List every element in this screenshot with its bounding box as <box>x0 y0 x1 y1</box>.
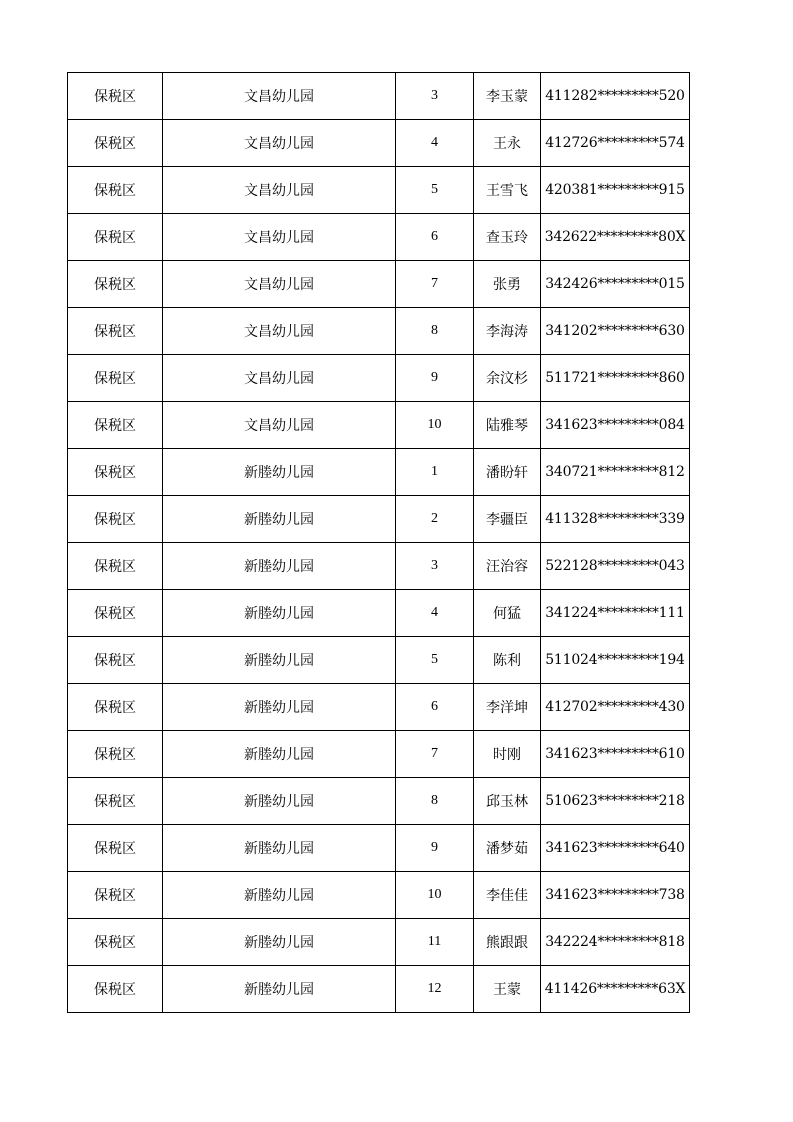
district-cell: 保税区 <box>68 214 163 261</box>
id-number-cell: 341623*********084 <box>541 402 690 449</box>
table-row <box>68 496 690 543</box>
id-number-cell: 412702*********430 <box>541 684 690 731</box>
id-number-cell: 341224*********111 <box>541 590 690 637</box>
district-cell: 保税区 <box>68 731 163 778</box>
person-name-cell: 时刚 <box>474 731 541 778</box>
table-row <box>68 120 690 167</box>
table-row <box>68 825 690 872</box>
sequence-cell: 8 <box>396 778 474 825</box>
sequence-cell: 2 <box>396 496 474 543</box>
school-cell: 文昌幼儿园 <box>163 261 396 308</box>
sequence-cell: 4 <box>396 590 474 637</box>
id-number-cell: 411328*********339 <box>541 496 690 543</box>
id-number-cell: 341623*********640 <box>541 825 690 872</box>
district-cell: 保税区 <box>68 496 163 543</box>
sequence-cell: 4 <box>396 120 474 167</box>
school-cell: 新塍幼儿园 <box>163 496 396 543</box>
school-cell: 文昌幼儿园 <box>163 402 396 449</box>
table-row <box>68 261 690 308</box>
id-number-cell: 412726*********574 <box>541 120 690 167</box>
roster-body <box>68 73 690 1013</box>
sequence-cell: 5 <box>396 167 474 214</box>
district-cell: 保税区 <box>68 590 163 637</box>
person-name-cell: 何猛 <box>474 590 541 637</box>
id-number-cell: 411282*********520 <box>541 73 690 120</box>
person-name-cell: 查玉玲 <box>474 214 541 261</box>
table-row <box>68 731 690 778</box>
person-name-cell: 余汶杉 <box>474 355 541 402</box>
district-cell: 保税区 <box>68 637 163 684</box>
person-name-cell: 李海涛 <box>474 308 541 355</box>
person-name-cell: 张勇 <box>474 261 541 308</box>
table-row <box>68 590 690 637</box>
id-number-cell: 522128*********043 <box>541 543 690 590</box>
school-cell: 文昌幼儿园 <box>163 214 396 261</box>
table-row <box>68 919 690 966</box>
person-name-cell: 李洋坤 <box>474 684 541 731</box>
person-name-cell: 陆雅琴 <box>474 402 541 449</box>
school-cell: 新塍幼儿园 <box>163 872 396 919</box>
district-cell: 保税区 <box>68 449 163 496</box>
district-cell: 保税区 <box>68 825 163 872</box>
table-row <box>68 637 690 684</box>
id-number-cell: 511024*********194 <box>541 637 690 684</box>
district-cell: 保税区 <box>68 73 163 120</box>
table-row <box>68 355 690 402</box>
id-number-cell: 342224*********818 <box>541 919 690 966</box>
person-name-cell: 王蒙 <box>474 966 541 1013</box>
table-row <box>68 966 690 1013</box>
id-number-cell: 411426*********63X <box>541 966 690 1013</box>
id-number-cell: 341623*********610 <box>541 731 690 778</box>
district-cell: 保税区 <box>68 966 163 1013</box>
id-number-cell: 342426*********015 <box>541 261 690 308</box>
person-name-cell: 陈利 <box>474 637 541 684</box>
id-number-cell: 340721*********812 <box>541 449 690 496</box>
school-cell: 文昌幼儿园 <box>163 167 396 214</box>
district-cell: 保税区 <box>68 919 163 966</box>
school-cell: 新塍幼儿园 <box>163 449 396 496</box>
school-cell: 新塍幼儿园 <box>163 731 396 778</box>
school-cell: 新塍幼儿园 <box>163 637 396 684</box>
table-row <box>68 543 690 590</box>
district-cell: 保税区 <box>68 543 163 590</box>
person-name-cell: 邱玉林 <box>474 778 541 825</box>
district-cell: 保税区 <box>68 355 163 402</box>
school-cell: 文昌幼儿园 <box>163 355 396 402</box>
school-cell: 文昌幼儿园 <box>163 73 396 120</box>
school-cell: 新塍幼儿园 <box>163 684 396 731</box>
school-cell: 新塍幼儿园 <box>163 966 396 1013</box>
id-number-cell: 420381*********915 <box>541 167 690 214</box>
school-cell: 新塍幼儿园 <box>163 919 396 966</box>
table-row <box>68 214 690 261</box>
roster-table <box>67 72 690 1013</box>
district-cell: 保税区 <box>68 308 163 355</box>
id-number-cell: 342622*********80X <box>541 214 690 261</box>
person-name-cell: 王永 <box>474 120 541 167</box>
person-name-cell: 李疆臣 <box>474 496 541 543</box>
person-name-cell: 潘梦茹 <box>474 825 541 872</box>
district-cell: 保税区 <box>68 684 163 731</box>
district-cell: 保税区 <box>68 402 163 449</box>
sequence-cell: 12 <box>396 966 474 1013</box>
id-number-cell: 341202*********630 <box>541 308 690 355</box>
district-cell: 保税区 <box>68 872 163 919</box>
sequence-cell: 10 <box>396 402 474 449</box>
district-cell: 保税区 <box>68 167 163 214</box>
person-name-cell: 李佳佳 <box>474 872 541 919</box>
district-cell: 保税区 <box>68 120 163 167</box>
sequence-cell: 6 <box>396 684 474 731</box>
district-cell: 保税区 <box>68 778 163 825</box>
person-name-cell: 潘盼轩 <box>474 449 541 496</box>
table-row <box>68 402 690 449</box>
school-cell: 新塍幼儿园 <box>163 778 396 825</box>
sequence-cell: 7 <box>396 731 474 778</box>
sequence-cell: 3 <box>396 543 474 590</box>
school-cell: 文昌幼儿园 <box>163 308 396 355</box>
sequence-cell: 9 <box>396 355 474 402</box>
sequence-cell: 10 <box>396 872 474 919</box>
person-name-cell: 汪治容 <box>474 543 541 590</box>
sequence-cell: 5 <box>396 637 474 684</box>
person-name-cell: 王雪飞 <box>474 167 541 214</box>
table-row <box>68 778 690 825</box>
sequence-cell: 7 <box>396 261 474 308</box>
table-row <box>68 308 690 355</box>
table-row <box>68 73 690 120</box>
table-row <box>68 167 690 214</box>
sequence-cell: 1 <box>396 449 474 496</box>
sequence-cell: 9 <box>396 825 474 872</box>
id-number-cell: 341623*********738 <box>541 872 690 919</box>
table-row <box>68 872 690 919</box>
school-cell: 新塍幼儿园 <box>163 590 396 637</box>
school-cell: 新塍幼儿园 <box>163 825 396 872</box>
sequence-cell: 8 <box>396 308 474 355</box>
id-number-cell: 510623*********218 <box>541 778 690 825</box>
school-cell: 新塍幼儿园 <box>163 543 396 590</box>
table-row <box>68 684 690 731</box>
person-name-cell: 熊跟跟 <box>474 919 541 966</box>
district-cell: 保税区 <box>68 261 163 308</box>
table-row <box>68 449 690 496</box>
id-number-cell: 511721*********860 <box>541 355 690 402</box>
sequence-cell: 3 <box>396 73 474 120</box>
sequence-cell: 6 <box>396 214 474 261</box>
person-name-cell: 李玉蒙 <box>474 73 541 120</box>
sequence-cell: 11 <box>396 919 474 966</box>
school-cell: 文昌幼儿园 <box>163 120 396 167</box>
